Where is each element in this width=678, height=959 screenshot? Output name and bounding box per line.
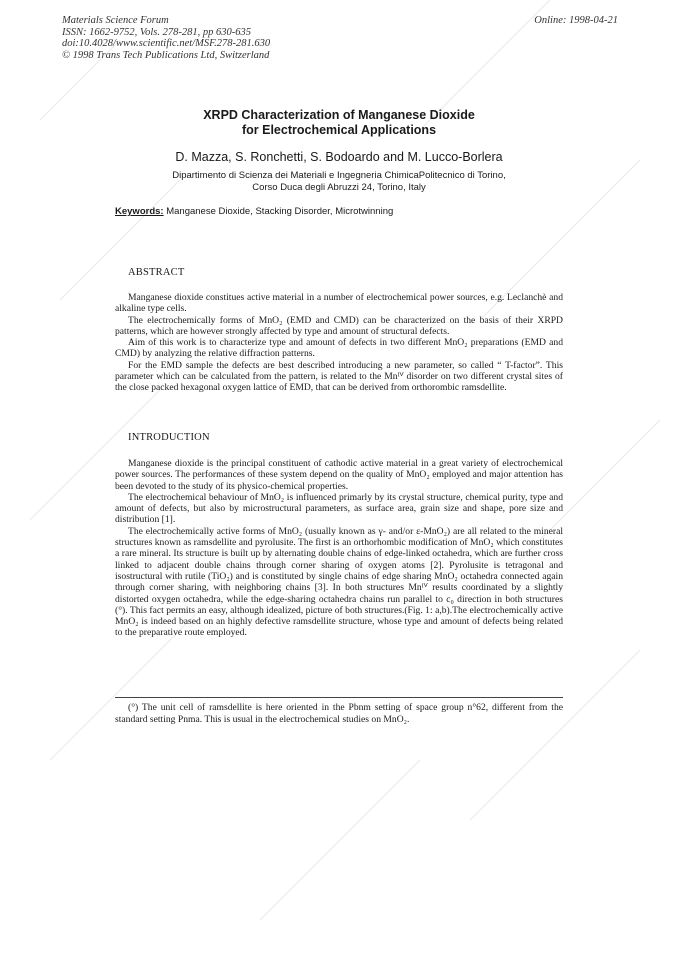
footnote-rule [115,697,563,698]
abstract-paragraph: The electrochemically forms of MnO₂ (EMD and CMD) can be characterized on the basis of their XRPD patterns, which are however strongly affected by type and amount of structural defects. [115,314,563,337]
introduction-paragraph: Manganese dioxide is the principal constituent of cathodic active material in a great variety of electrochemical power sources. The performances of these system depend on the quality of MnO₂ employed and major attention has been devoted to the study of its physico-chemical properties. [115,458,563,492]
keywords [115,206,393,217]
author-list: D. Mazza, S. Ronchetti, S. Bodoardo and M. Lucco-Borlera [175,150,503,164]
introduction-heading: INTRODUCTION [128,432,210,443]
issn-line: ISSN: 1662-9752, Vols. 278-281, pp 630-635 [62,26,251,38]
online-date: Online: 1998-04-21 [534,15,618,26]
copyright-line: © 1998 Trans Tech Publications Ltd, Switzerland [62,49,270,61]
journal-header [62,15,270,61]
introduction-paragraph: The electrochemically active forms of MnO₂ (usually known as γ- and/or ε-MnO₂) are all related to the mineral structures known as ramsdellite and pyrolusite. The first is an orthorhombic modification of MnO₂ which constitutes a rare mineral. Its structure is built up by alternating double chains of edge-linked octahedra, which are further cross linked to adjacent double chains through corner sharing of oxygen atoms [2]. Pyrolusite is tetragonal and isostructural with rutile (TiO₂) and is constituted by single chains of edge sharing MnO₂ octahedra connected again through corner sharing, with neighboring chains [3]. In both structures Mnᴵⱽ results coordinated by a slightly distorted oxygen octahedra, while the edge-sharing octahedra chains run parallel to c₀ direction in both structures (°). This fact permits an easy, although idealized, picture of both structures.(Fig. 1: a,b).The electrochemically active MnO₂ is indeed based on an highly defective ramsdellite structure, whose type and amount of defects being related to the preparative route employed. [115,525,563,639]
paper-title [0,108,678,138]
abstract-paragraph: Manganese dioxide constitues active material in a number of electrochemical power sources, e.g. Leclanchè and alkaline type cells. [115,292,563,315]
title-line-1: XRPD Characterization of Manganese Dioxide [203,108,475,122]
introduction-paragraph: The electrochemical behaviour of MnO₂ is influenced primarly by its crystal structure, chemical purity, type and amount of defects, but also by microstructural parameters, as surface area, grain size and shape, pore size and distribution [1]. [115,491,563,526]
footnote [115,702,563,725]
affiliation [0,170,678,194]
abstract-paragraph: For the EMD sample the defects are best described introducing a new parameter, so called “ T-factor”. This parameter which can be calculated from the pattern, is related to the Mnᴵⱽ disorder on two different crystal sites of the close packed hexagonal oxygen lattice of EMD, that can be derived from orthorombic ramsdellite. [115,359,563,394]
footnote-text: (°) The unit cell of ramsdellite is here oriented in the Pbnm setting of space group n°62, different from the standard setting Pnma. This is usual in the electrochemical studies on MnO₂. [115,702,563,725]
abstract-body [115,292,563,394]
introduction-body [115,458,563,639]
doi-line: doi:10.4028/www.scientific.net/MSF.278-281.630 [62,38,271,49]
abstract-heading: ABSTRACT [128,267,185,278]
title-line-2: for Electrochemical Applications [241,123,437,137]
affiliation-line-2: Corso Duca degli Abruzzi 24, Torino, Italy [252,182,426,193]
abstract-paragraph: Aim of this work is to characterize type and amount of defects in two different MnO₂ preparations (EMD and CMD) by analyzing the relative diffraction patterns. [115,337,563,360]
keywords-text: Manganese Dioxide, Stacking Disorder, Microtwinning [166,206,394,217]
affiliation-line-1: Dipartimento di Scienza dei Materiali e Ingegneria ChimicaPolitecnico di Torino, [172,170,506,181]
journal-name: Materials Science Forum [62,15,169,26]
keywords-label: Keywords: [115,206,164,217]
